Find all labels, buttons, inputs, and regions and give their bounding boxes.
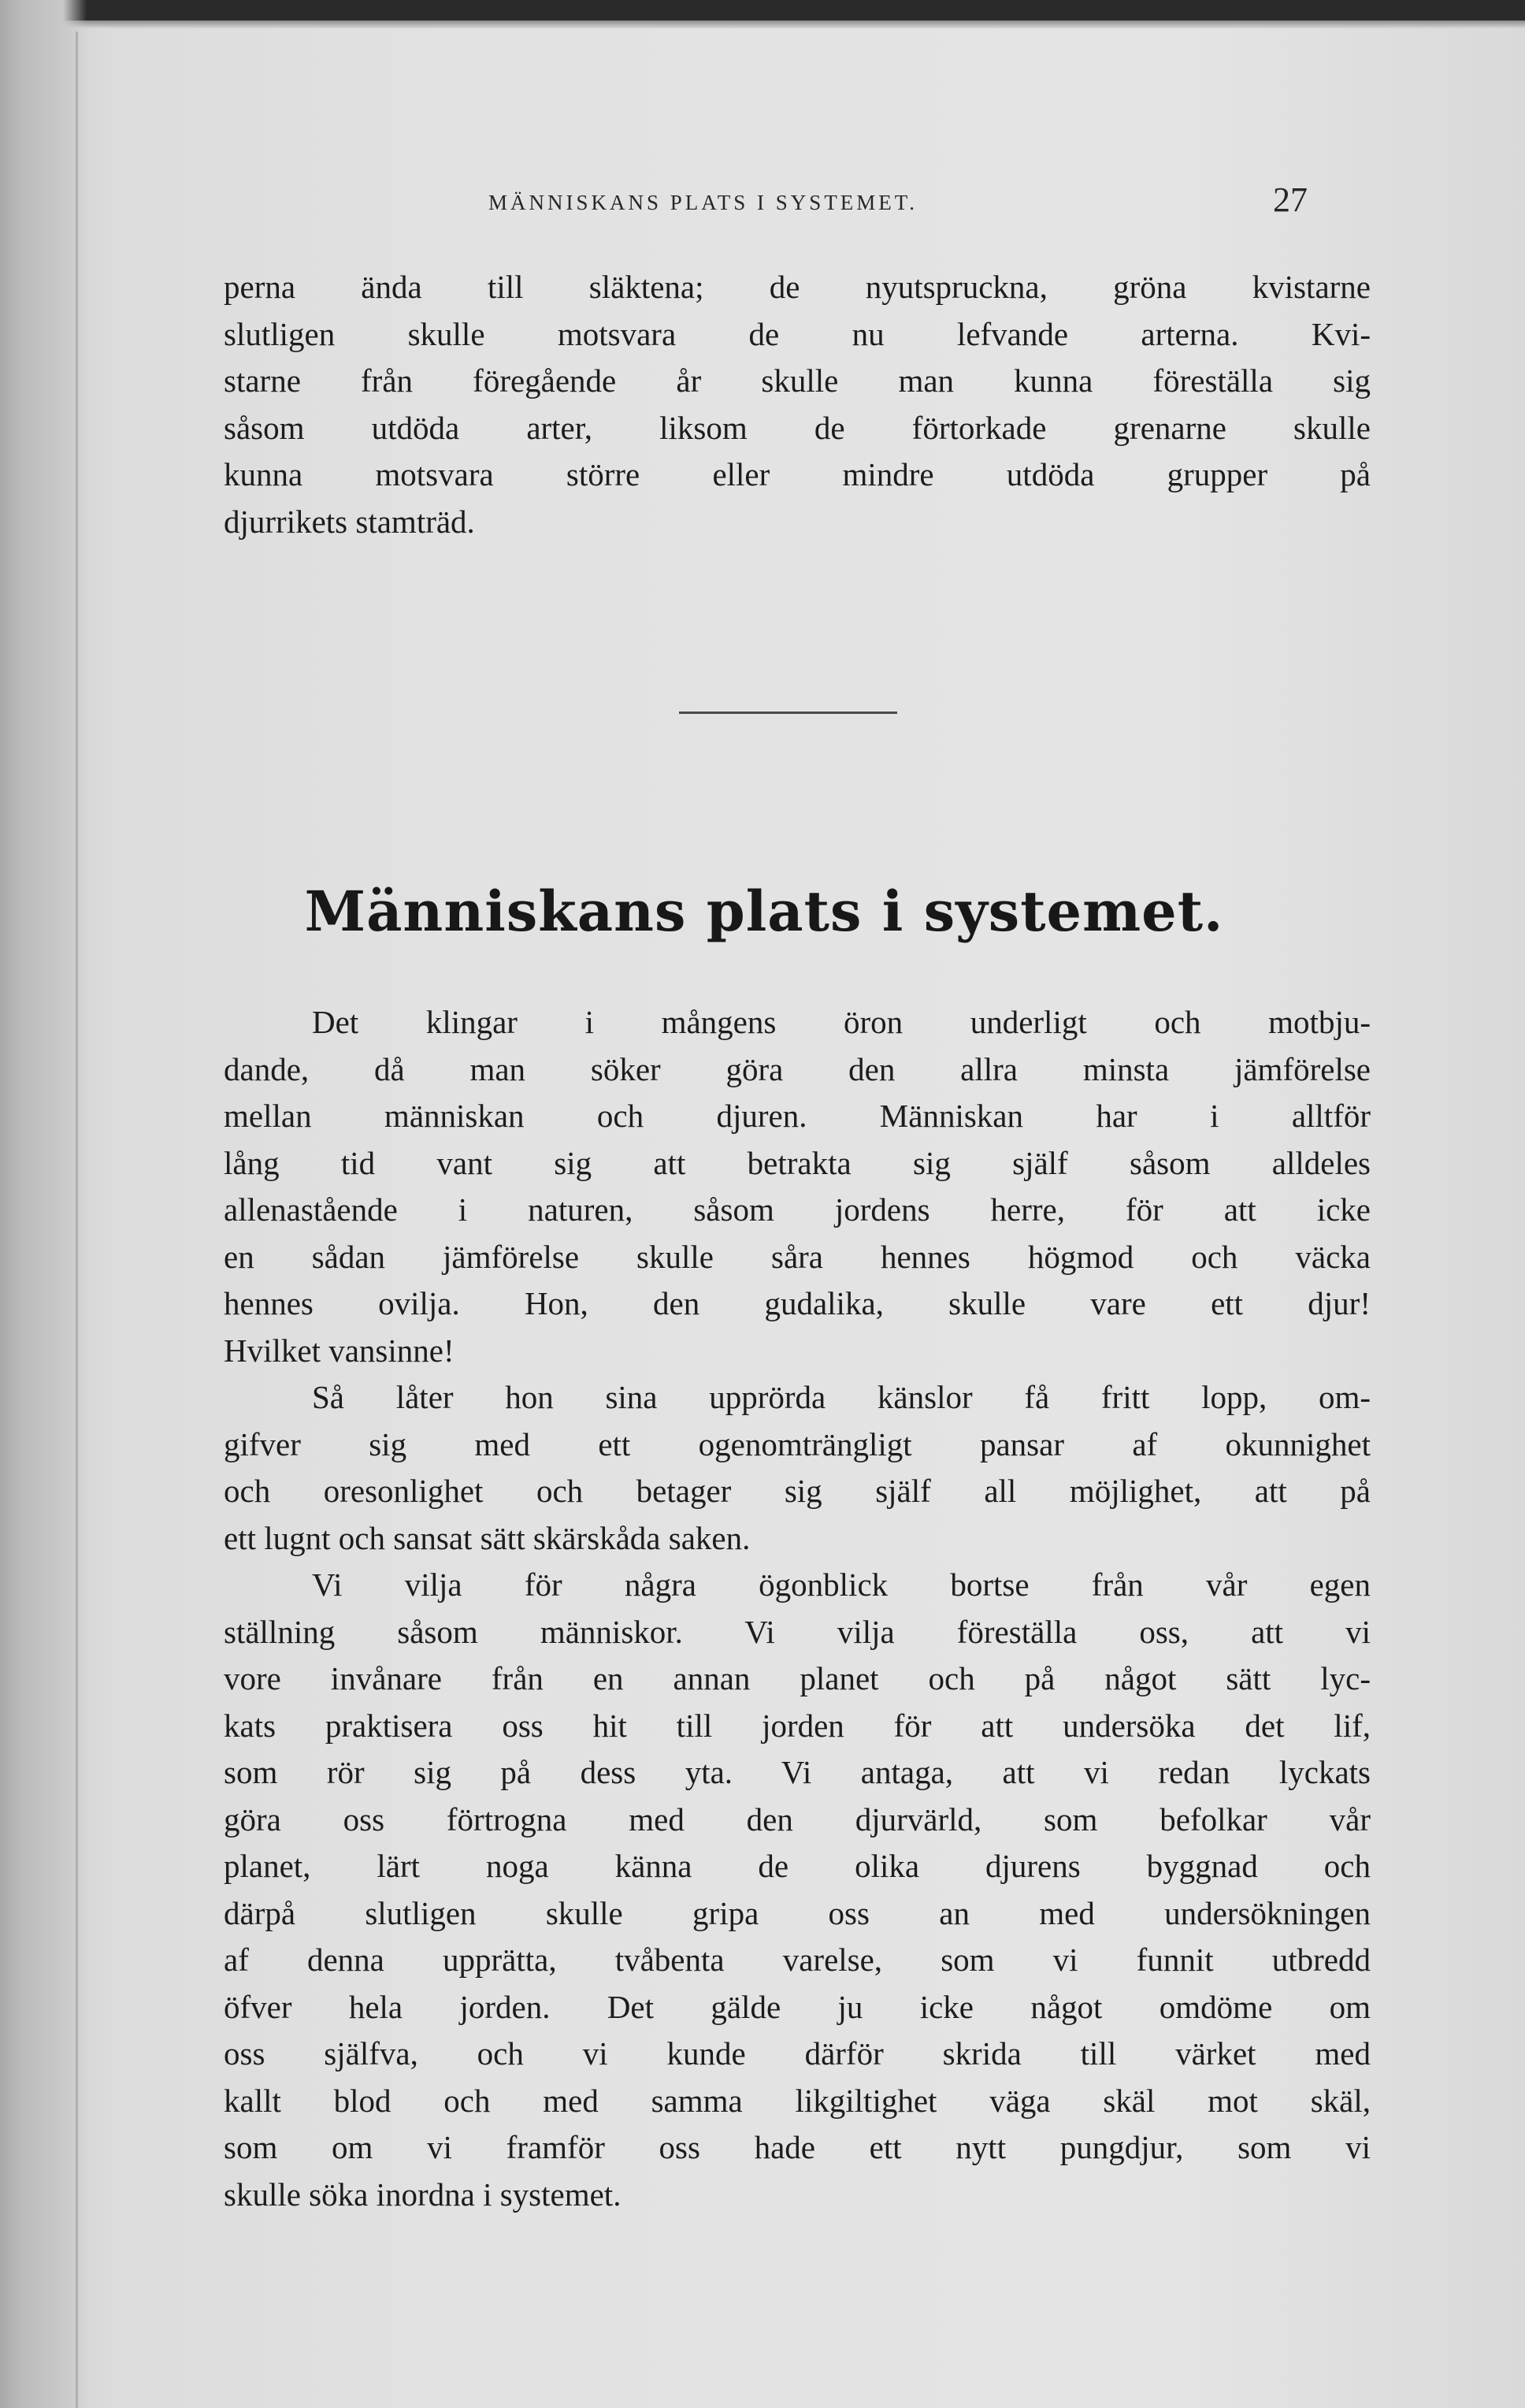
gutter-fold-line	[76, 32, 78, 2408]
text-line: perna ända till släktena; de nyutspruckna, gröna kvistarne	[224, 269, 1371, 305]
text-line: göra oss förtrogna med den djurvärld, som befolkar vår	[224, 1800, 1371, 1838]
section-divider	[679, 712, 897, 714]
text-line: allenastående i naturen, såsom jordens herre, för att icke	[224, 1191, 1371, 1228]
text-line: skulle söka inordna i systemet.	[224, 2176, 622, 2213]
text-line: planet, lärt noga känna de olika djurens byggnad och	[224, 1848, 1371, 1884]
book-gutter	[0, 0, 87, 2408]
text-line: hennes ovilja. Hon, den gudalika, skulle vare ett djur!	[224, 1285, 1371, 1321]
text-line: starne från föregående år skulle man kunna föreställa sig	[224, 362, 1371, 399]
text-line: som rör sig på dess yta. Vi antaga, att vi redan lyckats	[224, 1754, 1371, 1790]
text-line: kats praktisera oss hit till jorden för att undersöka det lif,	[224, 1707, 1371, 1744]
text-line: Så låter hon sina upprörda känslor få fritt lopp, om-	[312, 1379, 1371, 1415]
text-line: ett lugnt och sansat sätt skärskåda saken.	[224, 1519, 751, 1556]
page-number: 27	[1273, 180, 1308, 219]
text-line: kunna motsvara större eller mindre utdöda grupper på	[224, 456, 1371, 492]
section-title: Människans plats i systemet.	[304, 879, 1224, 944]
page-top-shadow	[0, 20, 1525, 28]
page-header	[488, 180, 1308, 227]
page-top-edge	[0, 0, 1525, 20]
text-line: af denna upprätta, tvåbenta varelse, som vi funnit utbredd	[224, 1942, 1371, 1978]
text-line: kallt blod och med samma likgiltighet väga skäl mot skäl,	[224, 2082, 1371, 2119]
text-line: mellan människan och djuren. Människan har i alltför	[224, 1098, 1371, 1134]
text-line: oss själfva, och vi kunde därför skrida till värket med	[224, 2035, 1371, 2072]
text-line: gifver sig med ett ogenomträngligt pansar af okunnighet	[224, 1425, 1371, 1462]
text-line: såsom utdöda arter, liksom de förtorkade grenarne skulle	[224, 409, 1371, 446]
text-line: öfver hela jorden. Det gälde ju icke något omdöme om	[224, 1988, 1371, 2025]
top-paragraph	[224, 264, 1371, 545]
text-line: vore invånare från en annan planet och på något sätt lyc-	[224, 1660, 1371, 1696]
text-line: slutligen skulle motsvara de nu lefvande arterna. Kvi-	[224, 315, 1371, 352]
text-line: ställning såsom människor. Vi vilja föreställa oss, att vi	[224, 1613, 1371, 1650]
text-line: därpå slutligen skulle gripa oss an med undersökningen	[224, 1894, 1371, 1931]
text-line: dande, då man söker göra den allra minsta jämförelse	[224, 1050, 1371, 1087]
text-line: Hvilket vansinne!	[224, 1332, 455, 1369]
text-line: Det klingar i mångens öron underligt och motbju-	[312, 1004, 1371, 1040]
main-text	[224, 999, 1371, 2218]
running-head: MÄNNISKANS PLATS I SYSTEMET.	[488, 191, 918, 214]
text-line: Vi vilja för några ögonblick bortse från vår egen	[312, 1566, 1371, 1603]
text-line: en sådan jämförelse skulle såra hennes högmod och väcka	[224, 1238, 1371, 1275]
text-line: lång tid vant sig att betrakta sig själf såsom alldeles	[224, 1144, 1371, 1181]
text-line: som om vi framför oss hade ett nytt pungdjur, som vi	[224, 2129, 1371, 2165]
text-line: djurrikets stamträd.	[224, 503, 475, 540]
text-line: och oresonlighet och betager sig själf all möjlighet, att på	[224, 1473, 1371, 1509]
